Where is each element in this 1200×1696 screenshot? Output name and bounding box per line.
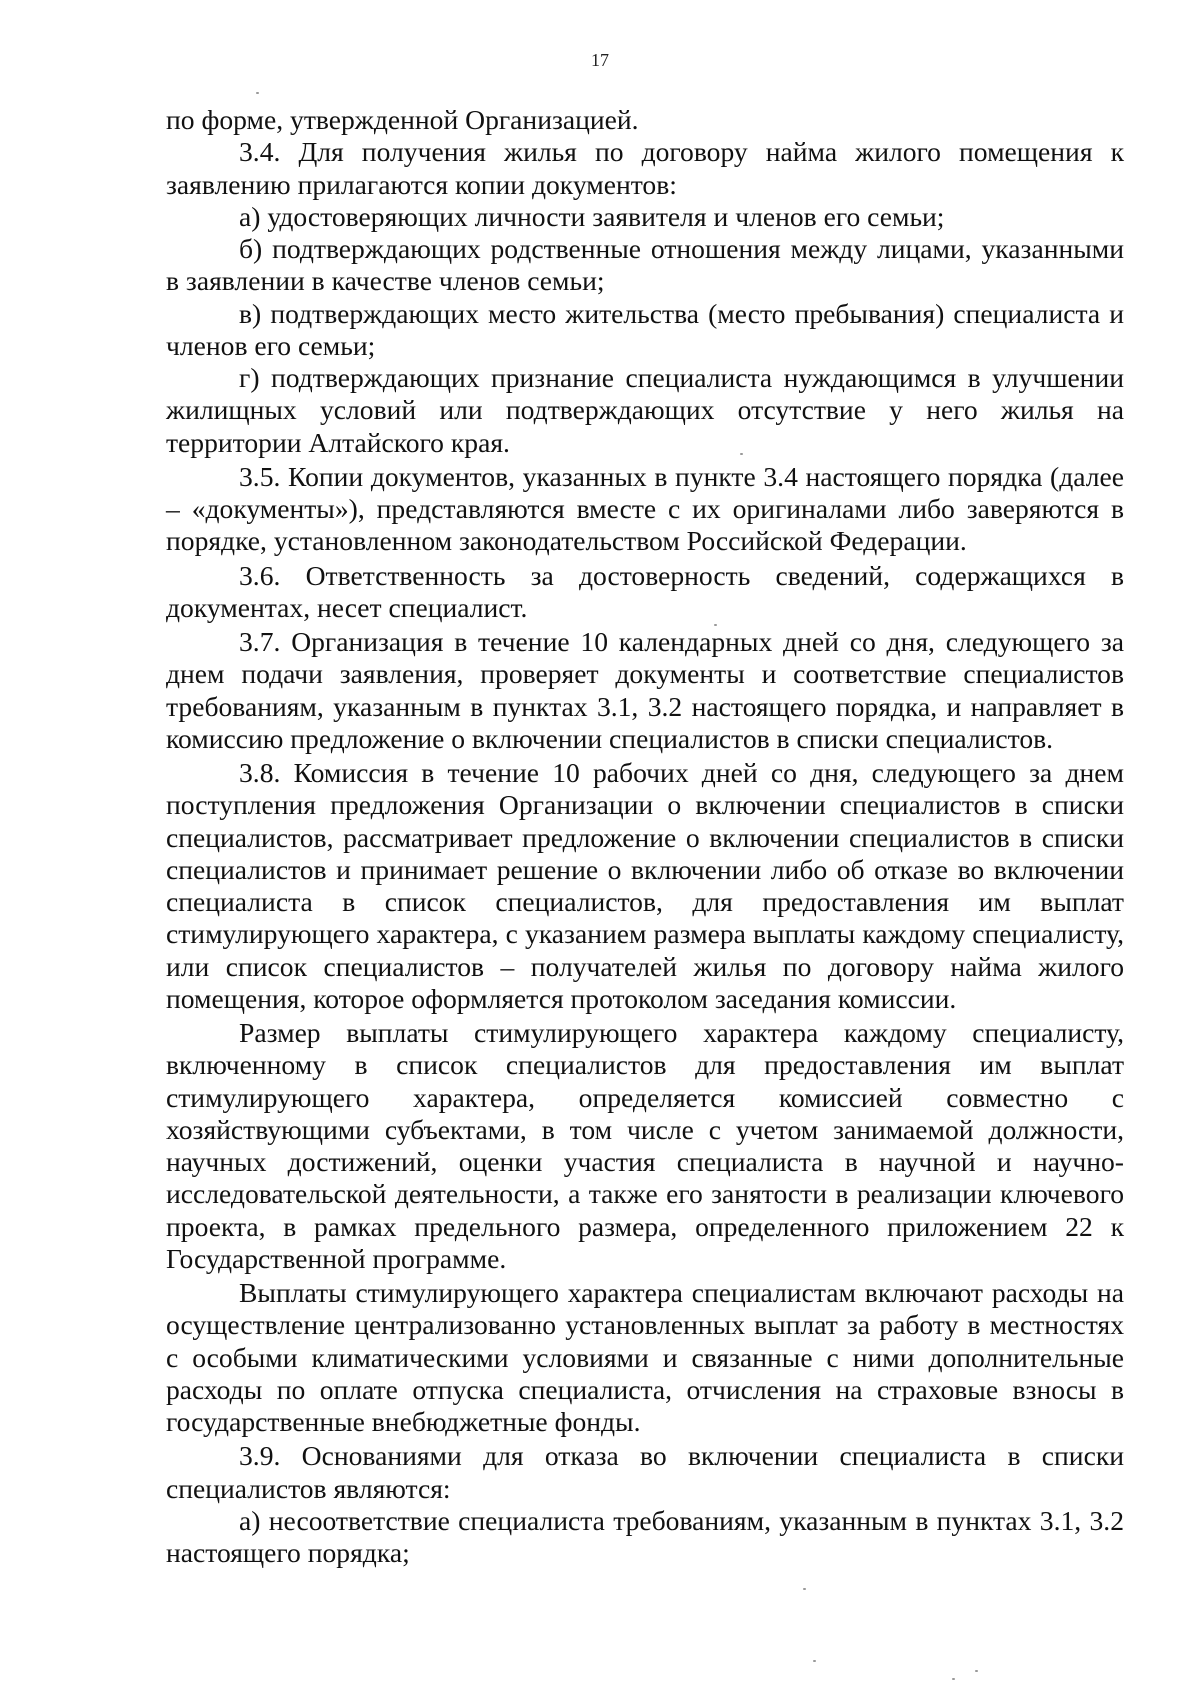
paragraph-payment-size: Размер выплаты стимулирующего характера каждому специалисту, включенному в список специалистов для предоставления им выплат стимулирующего характера, определяется комиссией совместно с хозяйствующими субъектами, в том числе с учетом занимаемой должности, научных достижений, оценки участия специалиста в научной и научно-исследовательской деятельности, а также его занятости в реализации ключевого проекта, в рамках предельного размера, определенного приложением 22 к Государственной программе.: [166, 1017, 1124, 1274]
paragraph-3-8: 3.8. Комиссия в течение 10 рабочих дней со дня, следующего за днем поступления предложения Организации о включении специалистов в списки специалистов, рассматривает предложение о включении специалистов в списки специалистов и принимает решение о включении либо об отказе во включении специалиста в список специалистов, для предоставления им выплат стимулирующего характера, с указанием размера выплаты каждому специалисту, или список специалистов – получателей жилья по договору найма жилого помещения, которое оформляется протоколом заседания комиссии.: [166, 757, 1124, 1014]
paragraph-3-6: 3.6. Ответственность за достоверность сведений, содержащихся в документах, несет специалист.: [166, 559, 1124, 623]
scan-speck: [803, 1588, 806, 1590]
scan-speck: [740, 453, 743, 455]
list-item-a: а) удостоверяющих личности заявителя и членов его семьи;: [239, 200, 945, 232]
scan-speck: [813, 1660, 816, 1662]
page-number: 17: [591, 50, 609, 70]
list-item-g: г) подтверждающих признание специалиста нуждающимся в улучшении жилищных условий или подтверждающих отсутствие у него жилья на территории Алтайского края.: [166, 362, 1124, 458]
document-body: [166, 104, 1124, 1569]
list-item-v: в) подтверждающих место жительства (место пребывания) специалиста и членов его семьи;: [166, 297, 1124, 361]
paragraph-3-5: 3.5. Копии документов, указанных в пункте 3.4 настоящего порядка (далее – «документы»), представляются вместе с их оригиналами либо заверяются в порядке, установленном законодательством Российской Федерации.: [166, 460, 1124, 557]
paragraph-3-4: 3.4. Для получения жилья по договору найма жилого помещения к заявлению прилагаются копии документов:: [166, 136, 1124, 200]
paragraph-3-9: 3.9. Основаниями для отказа во включении специалиста в списки специалистов являются:: [166, 1440, 1124, 1504]
paragraph-continuation: по форме, утвержденной Организацией.: [166, 104, 639, 135]
list-item-b: б) подтверждающих родственные отношения между лицами, указанными в заявлении в качестве членов семьи;: [166, 233, 1124, 297]
list-item-3-9-a: а) несоответствие специалиста требованиям, указанным в пунктах 3.1, 3.2 настоящего порядка;: [166, 1504, 1124, 1568]
scan-speck: [975, 1670, 978, 1672]
scan-speck: [952, 1678, 955, 1680]
scan-speck: [256, 92, 259, 94]
scan-speck: [714, 624, 717, 626]
paragraph-3-7: 3.7. Организация в течение 10 календарных дней со дня, следующего за днем подачи заявления, проверяет документы и соответствие специалистов требованиям, указанным в пунктах 3.1, 3.2 настоящего порядка, и направляет в комиссию предложение о включении специалистов в списки специалистов.: [166, 626, 1124, 754]
paragraph-payment-expenses: Выплаты стимулирующего характера специалистам включают расходы на осуществление централизованно установленных выплат за работу в местностях с особыми климатическими условиями и связанные с ними дополнительные расходы по оплате отпуска специалиста, отчисления на страховые взносы в государственные внебюджетные фонды.: [166, 1277, 1124, 1437]
